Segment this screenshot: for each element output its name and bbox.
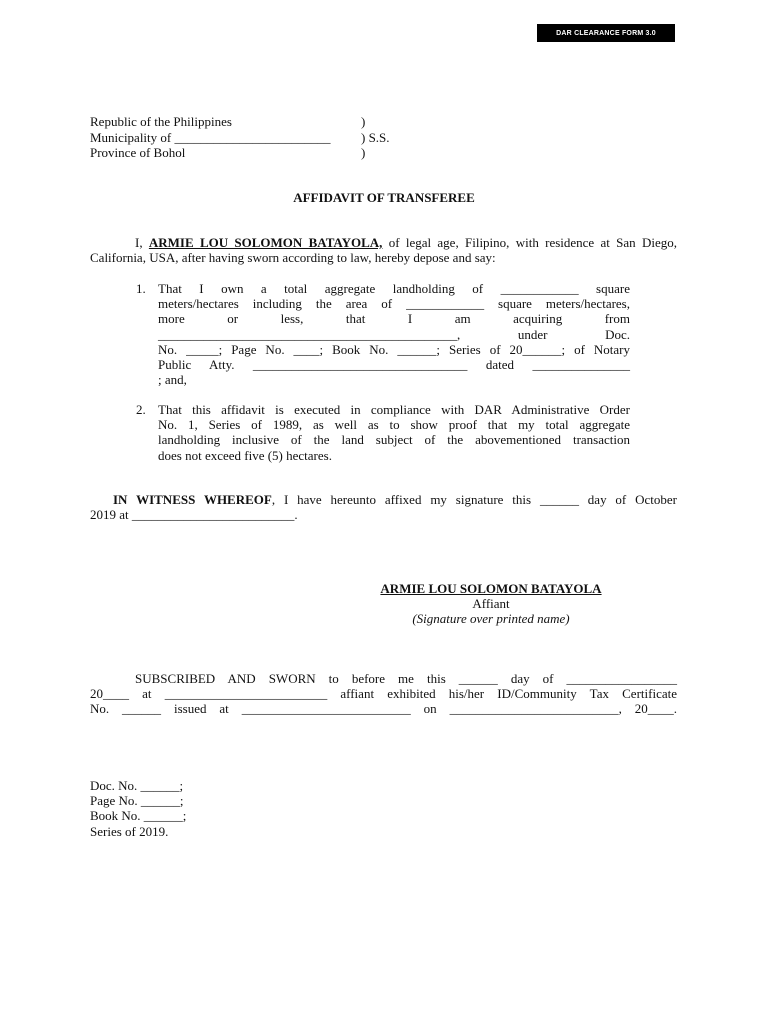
document-title: AFFIDAVIT OF TRANSFEREE	[293, 190, 475, 205]
caption-republic: Republic of the Philippines	[90, 114, 232, 129]
item-line: No. 1, Series of 1989, as well as to show proof that my total aggregate	[158, 417, 630, 433]
page-number: Page No. ______;	[90, 793, 184, 809]
jurat-line: No. ______ issued at __________________________ on __________________________, 20____.	[90, 701, 677, 717]
witness-text: , I have hereunto affixed my signature this ______ day of October	[271, 492, 677, 507]
item-text	[158, 402, 630, 463]
signature-block	[340, 581, 642, 626]
item-number: 2.	[136, 402, 146, 417]
caption-province: Province of Bohol	[90, 145, 186, 160]
caption-municipality: Municipality of ________________________	[90, 130, 331, 145]
form-label-badge: DAR CLEARANCE FORM 3.0	[537, 24, 675, 42]
item-line: more or less, that I am acquiring from	[158, 311, 630, 327]
item-line: ; and,	[158, 372, 187, 388]
item-text	[158, 281, 630, 387]
witness-line	[90, 492, 677, 507]
intro-prefix: I,	[135, 235, 149, 250]
series-year: Series of 2019.	[90, 823, 169, 839]
book-number: Book No. ______;	[90, 808, 187, 824]
witness-line: 2019 at _________________________.	[90, 507, 298, 523]
item-line: That I own a total aggregate landholding of ____________ square	[158, 281, 630, 296]
signature-note: (Signature over printed name)	[412, 611, 570, 626]
item-line: No. _____; Page No. ____; Book No. ______; Series of 20______; of Notary	[158, 341, 630, 357]
signature-name: ARMIE LOU SOLOMON BATAYOLA	[380, 581, 602, 596]
intro-text: of legal age, Filipino, with residence at San Diego, California, USA, after having sworn according to law, hereby depose and say:	[90, 235, 677, 266]
caption-paren: )	[361, 145, 366, 160]
item-line: does not exceed five (5) hectares.	[158, 447, 332, 463]
witness-paragraph	[90, 492, 677, 522]
doc-number: Doc. No. ______;	[90, 778, 184, 793]
jurat-line: 20____ at _________________________ affiant exhibited his/her ID/Community Tax Certificate	[90, 686, 677, 702]
item-line: landholding inclusive of the land subject of the abovementioned transaction	[158, 432, 630, 448]
intro-paragraph	[90, 235, 677, 265]
jurat-paragraph	[90, 671, 677, 717]
notarial-entries	[90, 778, 290, 839]
jurat-line: SUBSCRIBED AND SWORN to before me this ______ day of _________________	[135, 671, 677, 686]
item-line: Public Atty. _________________________________ dated _______________	[158, 357, 630, 373]
caption-paren: )	[361, 114, 366, 129]
item-line: That this affidavit is executed in compliance with DAR Administrative Order	[158, 402, 630, 417]
item-line: meters/hectares including the area of ____________ square meters/hectares,	[158, 296, 630, 312]
signature-role: Affiant	[472, 596, 510, 611]
caption-ss: ) S.S.	[361, 130, 390, 145]
affiant-name-inline: ARMIE LOU SOLOMON BATAYOLA,	[148, 235, 383, 250]
item-line: ______________________________________________, under Doc.	[158, 326, 630, 342]
witness-lead: IN WITNESS WHEREOF	[113, 492, 272, 507]
item-number: 1.	[136, 281, 146, 296]
